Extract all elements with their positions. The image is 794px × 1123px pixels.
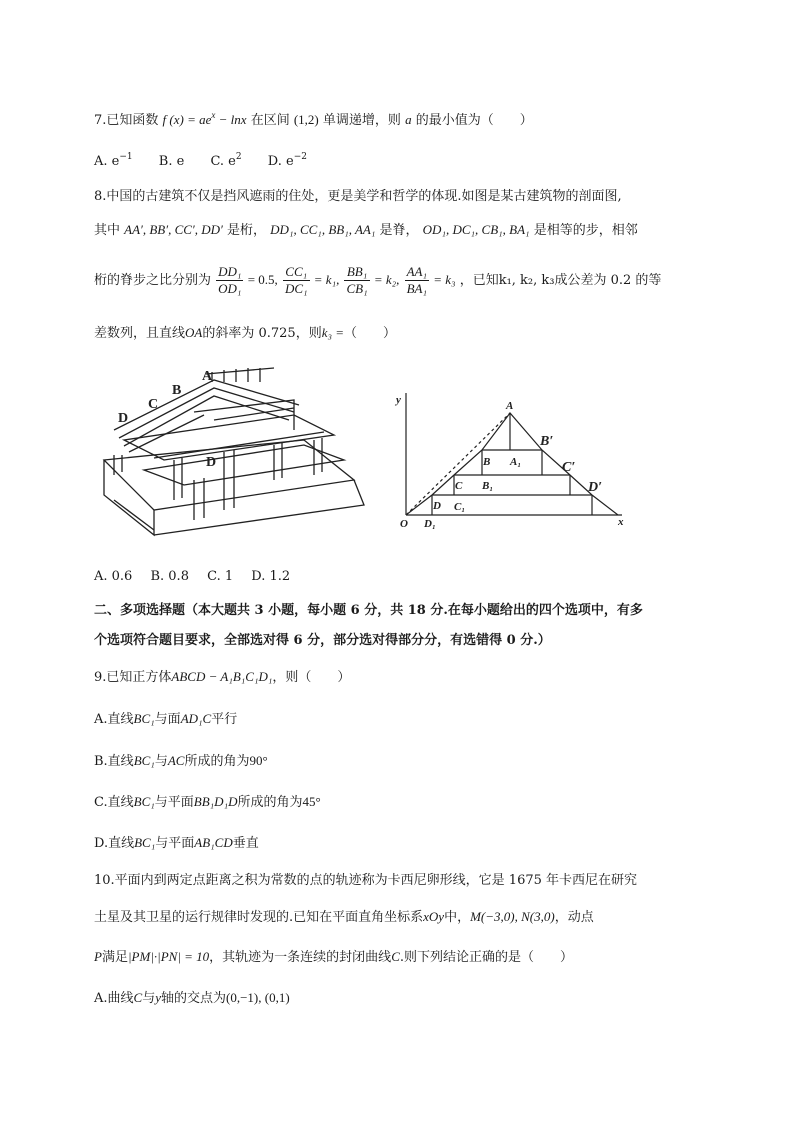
svg-text:y: y xyxy=(396,394,401,406)
q8-option-d: D. 1.2 xyxy=(251,569,291,584)
q7-option-d: D. $e^{-2}$ xyxy=(267,152,307,169)
q7-option-c: C. $e^2$ xyxy=(210,152,242,169)
q9-option-d: D.直线BC₁与平面AB₁CD垂直 xyxy=(94,835,259,851)
label-b: B xyxy=(172,383,182,398)
q7-option-a: A. $e^{-1}$ xyxy=(94,152,133,169)
svg-text:O: O xyxy=(400,518,408,530)
q10-line3: P满足|PM|·|PN| = 10，其轨迹为一条连续的封闭曲线C.则下列结论正确的是（ ） xyxy=(94,949,573,965)
q7-function: f $(x) = ae^x - \ln x$ xyxy=(162,110,247,127)
svg-text:B₁: B₁ xyxy=(482,480,494,492)
section2-line2: 个选项符合题目要求，全部选对得 6 分，部分选对得部分分，有选错得 0 分.） xyxy=(94,633,551,648)
svg-text:A: A xyxy=(506,400,514,412)
svg-text:D′: D′ xyxy=(588,480,603,495)
q8-option-b: B. 0.8 xyxy=(150,569,189,584)
q8-line1: 8.中国的古建筑不仅是挡风遮雨的住处，更是美学和哲学的体现.如图是某古建筑物的剖面图, xyxy=(94,189,622,204)
svg-text:B: B xyxy=(483,456,491,468)
q9-option-b: B.直线BC₁与AC所成的角为90° xyxy=(94,753,268,769)
fraction-dd1-od1: $\frac{\text{DD₁}}{\text{OD₁}}$ xyxy=(218,264,242,296)
svg-text:B′: B′ xyxy=(540,434,554,449)
coordinate-diagram xyxy=(392,385,642,535)
q9-stem: 9.已知正方体ABCD − A₁B₁C₁D₁，则（ ） xyxy=(94,669,351,685)
q7-options xyxy=(94,147,307,172)
label-c: C xyxy=(148,397,159,412)
svg-text:C′: C′ xyxy=(562,460,576,475)
label-d: D xyxy=(206,455,217,470)
svg-text:x: x xyxy=(618,516,624,528)
q9-option-a: A.直线BC₁与面AD₁C平行 xyxy=(94,711,238,727)
svg-text:A₁: A₁ xyxy=(510,456,522,468)
section2-line1: 二、多项选择题（本大题共 3 小题，每小题 6 分，共 18 分.在每小题给出的四个选项中，有多 xyxy=(94,603,643,618)
svg-text:C₁: C₁ xyxy=(454,501,466,513)
svg-text:D: D xyxy=(433,500,441,512)
q10-line1: 10.平面内到两定点距离之积为常数的点的轨迹称为卡西尼卵形线，它是 1675 年卡西尼在研究 xyxy=(94,873,638,888)
svg-text:C: C xyxy=(455,480,463,492)
q7-option-b: B. e xyxy=(158,154,185,169)
q10-option-a: A.曲线C与y轴的交点为(0,−1), (0,1) xyxy=(94,990,290,1006)
fraction-bb1-cb1: $\frac{\text{BB₁}}{\text{CB₁}}$ xyxy=(346,264,368,296)
q7-stem: 7.已知函数 f $(x) = ae^x - \ln x$ 在区间 (1,2) 单调递增，则 a 的最小值为（ ） xyxy=(94,110,533,128)
building-section-figure xyxy=(94,360,374,540)
q8-line4: 差数列，且直线OA的斜率为 0.725，则k₃ =（ ） xyxy=(94,325,397,341)
fraction-aa1-ba1: $\frac{\text{AA₁}}{\text{BA₁}}$ xyxy=(406,264,427,296)
fraction-cc1-dc1: $\frac{\text{CC₁}}{\text{DC₁}}$ xyxy=(284,264,308,296)
q8-line2: 其中 AA′, BB′, CC′, DD′ 是桁， DD₁, CC₁, BB₁, AA₁ 是脊， OD₁, DC₁, CB₁, BA₁ 是相等的步，相邻 xyxy=(94,222,638,238)
q9-option-c: C.直线BC₁与平面BB₁D₁D所成的角为45° xyxy=(94,794,321,810)
q10-line2: 土星及其卫星的运行规律时发现的.已知在平面直角坐标系xOy中，M(−3,0), N(3,0)，动点 xyxy=(94,909,594,925)
q8-option-a: A. 0.6 xyxy=(94,569,133,584)
label-d-prime: D xyxy=(118,411,129,426)
q8-line3: 桁的脊步之比分别为 $\frac{\text{DD₁}}{\text{OD₁}}$ = 0.5, $\frac{\text{CC₁}}{\text{DC₁}}$ = k₁, $\frac{\text{BB₁}}{\text{CB₁}}$ = k₂, $\frac{\text{AA₁}}{\text{BA₁}}$ = k₃ ，已知k₁, k₂, k₃成公差为 0.2 的等 xyxy=(94,264,662,296)
q8-options xyxy=(94,567,290,587)
label-a: A xyxy=(202,369,213,384)
q8-option-c: C. 1 xyxy=(207,569,234,584)
svg-text:D₁: D₁ xyxy=(424,518,436,530)
